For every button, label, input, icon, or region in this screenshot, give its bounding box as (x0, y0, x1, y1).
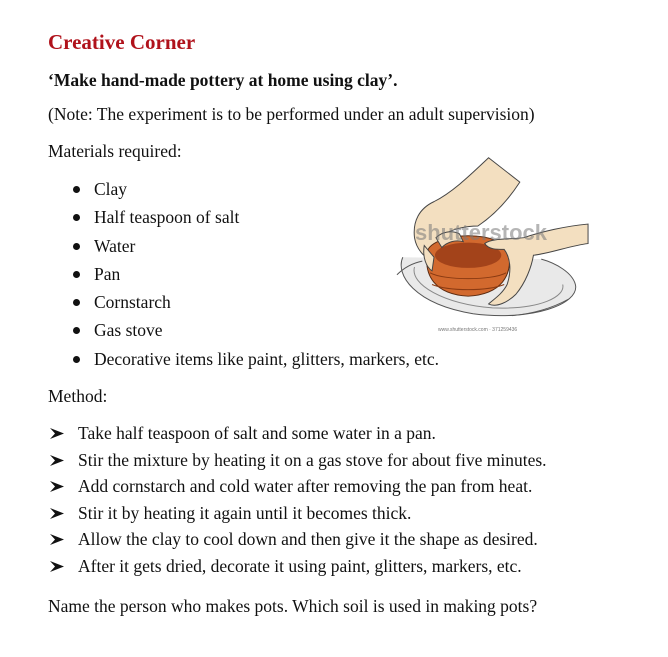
bullet-icon (73, 243, 80, 250)
arrow-bullet-icon (50, 508, 64, 519)
bullet-icon (73, 327, 80, 334)
materials-heading: Materials required: (48, 141, 182, 161)
material-item: Gas stove (70, 316, 439, 344)
bullet-icon (73, 271, 80, 278)
arrow-bullet-icon (50, 561, 64, 572)
method-steps-list (50, 420, 547, 580)
bullet-icon (73, 299, 80, 306)
arrow-bullet-icon (50, 481, 64, 492)
arrow-bullet-icon (50, 534, 64, 545)
bullet-icon (73, 356, 80, 363)
watermark: shutterstock (415, 220, 548, 245)
method-step: Allow the clay to cool down and then give it the shape as desired. (50, 526, 547, 553)
bullet-icon (73, 214, 80, 221)
material-item: Water (70, 232, 439, 260)
supervision-note: (Note: The experiment is to be performed under an adult supervision) (48, 104, 535, 124)
image-credit: www.shutterstock.com · 371259436 (438, 327, 518, 333)
method-step: Stir the mixture by heating it on a gas stove for about five minutes. (50, 447, 547, 474)
method-step: After it gets dried, decorate it using paint, glitters, markers, etc. (50, 553, 547, 580)
materials-list (70, 175, 439, 373)
method-step: Take half teaspoon of salt and some water in a pan. (50, 420, 547, 447)
method-step: Stir it by heating it again until it becomes thick. (50, 500, 547, 527)
arrow-bullet-icon (50, 455, 64, 466)
material-item: Clay (70, 175, 439, 203)
bullet-icon (73, 186, 80, 193)
method-heading: Method: (48, 386, 108, 406)
material-item: Half teaspoon of salt (70, 203, 439, 231)
pottery-illustration (395, 148, 590, 343)
material-item: Decorative items like paint, glitters, markers, etc. (70, 345, 439, 373)
question-text: Name the person who makes pots. Which soil is used in making pots? (48, 596, 538, 616)
material-item: Pan (70, 260, 439, 288)
activity-heading: ‘Make hand-made pottery at home using clay’. (48, 70, 398, 90)
material-item: Cornstarch (70, 288, 439, 316)
method-step: Add cornstarch and cold water after removing the pan from heat. (50, 473, 547, 500)
arrow-bullet-icon (50, 428, 64, 439)
section-title: Creative Corner (48, 30, 196, 54)
